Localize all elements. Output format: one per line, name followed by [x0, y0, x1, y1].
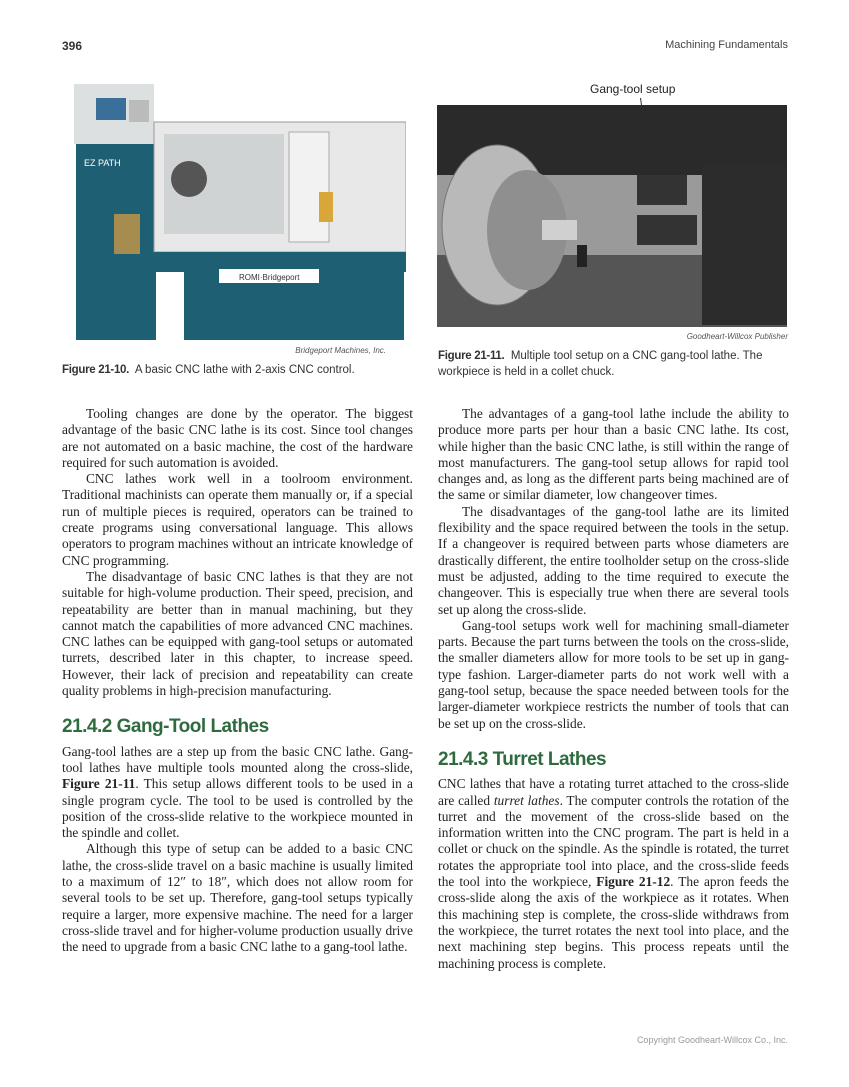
figure-label: Figure 21-11. [438, 350, 505, 362]
paragraph: Tooling changes are done by the operator. The biggest advantage of the basic CNC lathe is its cost. Since tool changes are not automated on a basic machine, the cost of the hardware required for such automation is avoided. [62, 406, 413, 470]
text: Gang-tool lathes are a step up from the basic CNC lathe. Gang-tool lathes have multiple tools mounted along the cross-slide, [62, 743, 413, 775]
figure-reference: Figure 21-12 [596, 874, 671, 890]
text: . The computer controls the rotation of the turret and the movement of the cross-slide based on the information written into the CNC program. The part is held in a collet or chuck on the spindle. As the spindle is rotated, the turret rotates the appropriate tool into place, and the cross-slide feeds the tool into the workpiece, [438, 792, 789, 890]
section-heading: 21.4.3 Turret Lathes [438, 748, 607, 770]
figure-21-10-caption [62, 362, 412, 378]
figure-reference: Figure 21-11 [62, 776, 136, 792]
text: . The apron feeds the cross-slide along the axis of the workpiece as it rotates. When this machining step is complete, the cross-slide withdraws from the workpiece, the turret rotates the next tool into place, and the next machining step begins. This process repeats until the machining process is complete. [438, 874, 789, 971]
running-head: Machining Fundamentals [665, 39, 788, 51]
figure-21-10-credit: Bridgeport Machines, Inc. [295, 346, 386, 355]
term: turret lathes [493, 792, 560, 808]
figure-21-11-callout: Gang-tool setup [590, 82, 676, 96]
figure-label: Figure 21-10. [62, 364, 130, 376]
text: CNC lathes that have a rotating turret attached to the cross-slide are called [438, 776, 789, 808]
paragraph: CNC lathes work well in a toolroom environment. Traditional machinists can operate them manually or, if a special run of multiple pieces is required, operators can be trained to create programs using conversational language. This allows operators to program machines without an intricate knowledge of CNC programming. [62, 471, 413, 568]
paragraph: The disadvantage of basic CNC lathes is that they are not suitable for high-volume production. Their speed, precision, and repeatability are better than in manual machining, but they cannot match the capabilities of more advanced CNC machines. CNC lathes can be equipped with gang-tool setups or automated turrets, described later in this chapter, to increase speed. However, their lack of precision and repeatability can create quality problems in high-precision manufacturing. [62, 568, 413, 699]
caption-text: A basic CNC lathe with 2-axis CNC control. [134, 364, 355, 376]
left-column [62, 406, 413, 956]
text: . This setup allows different tools to be used in a single program cycle. The tool to be used is controlled by the position of the cross-slide relative to the workpiece mounted in the spindle and collet. [62, 776, 413, 841]
paragraph: The disadvantages of the gang-tool lathe are its limited flexibility and the space required between the tools in the setup. If a changeover is required between parts whose diameters are drastically different, the entire toolholder setup on the cross-slide must be adjusted, adding to the time required to execute the changeover. This is especially true when there are several tools set up along the cross-slide. [438, 503, 789, 617]
right-column [438, 406, 789, 972]
paragraph: Although this type of setup can be added to a basic CNC lathe, the cross-slide travel on a basic machine is usually limited to a maximum of 12″ to 18″, which does not allow room for several tools to be set up. Therefore, gang-tool setups typically require a larger, more expensive machine. The need for a larger cross-slide travel and for higher-volume production usually drive the need to upgrade from a basic CNC lathe to a gang-tool lathe. [62, 841, 413, 955]
paragraph [438, 776, 789, 972]
copyright: Copyright Goodheart-Willcox Co., Inc. [636, 1035, 788, 1045]
figure-21-11-image [437, 105, 787, 327]
machine-brand-logo: ROMI·Bridgeport [239, 273, 300, 282]
paragraph [62, 744, 413, 842]
paragraph: Gang-tool setups work well for machining small-diameter parts. Because the part turns between the tools on the cross-slide, the smaller diameters allow for more tools to be set up in gang-type fashion. Larger-diameter parts do not work well with a gang-tool setup, because the space needed between tools for the larger-diameter workpiece restricts the number of tools that can be set up on the cross-slide. [438, 617, 789, 731]
figure-21-10-image [74, 84, 406, 340]
section-heading: 21.4.2 Gang-Tool Lathes [62, 716, 269, 738]
figure-21-11-credit: Goodheart-Willcox Publisher [686, 332, 788, 341]
paragraph: The advantages of a gang-tool lathe include the ability to produce more parts per hour than a basic CNC lathe. Its cost, while higher than the basic CNC lathe, is still within the range of most manufacturers. The gang-tool setup allows for rapid tool changes and, as long as the different parts being machined are of the same or similar diameter, low changeover times. [438, 406, 789, 503]
svg-text:EZ PATH: EZ PATH [84, 158, 121, 168]
caption-text: Multiple tool setup on a CNC gang-tool lathe. The workpiece is held in a collet chuck. [438, 350, 763, 378]
figure-21-11-caption [438, 348, 788, 380]
page-number: 396 [62, 39, 83, 53]
